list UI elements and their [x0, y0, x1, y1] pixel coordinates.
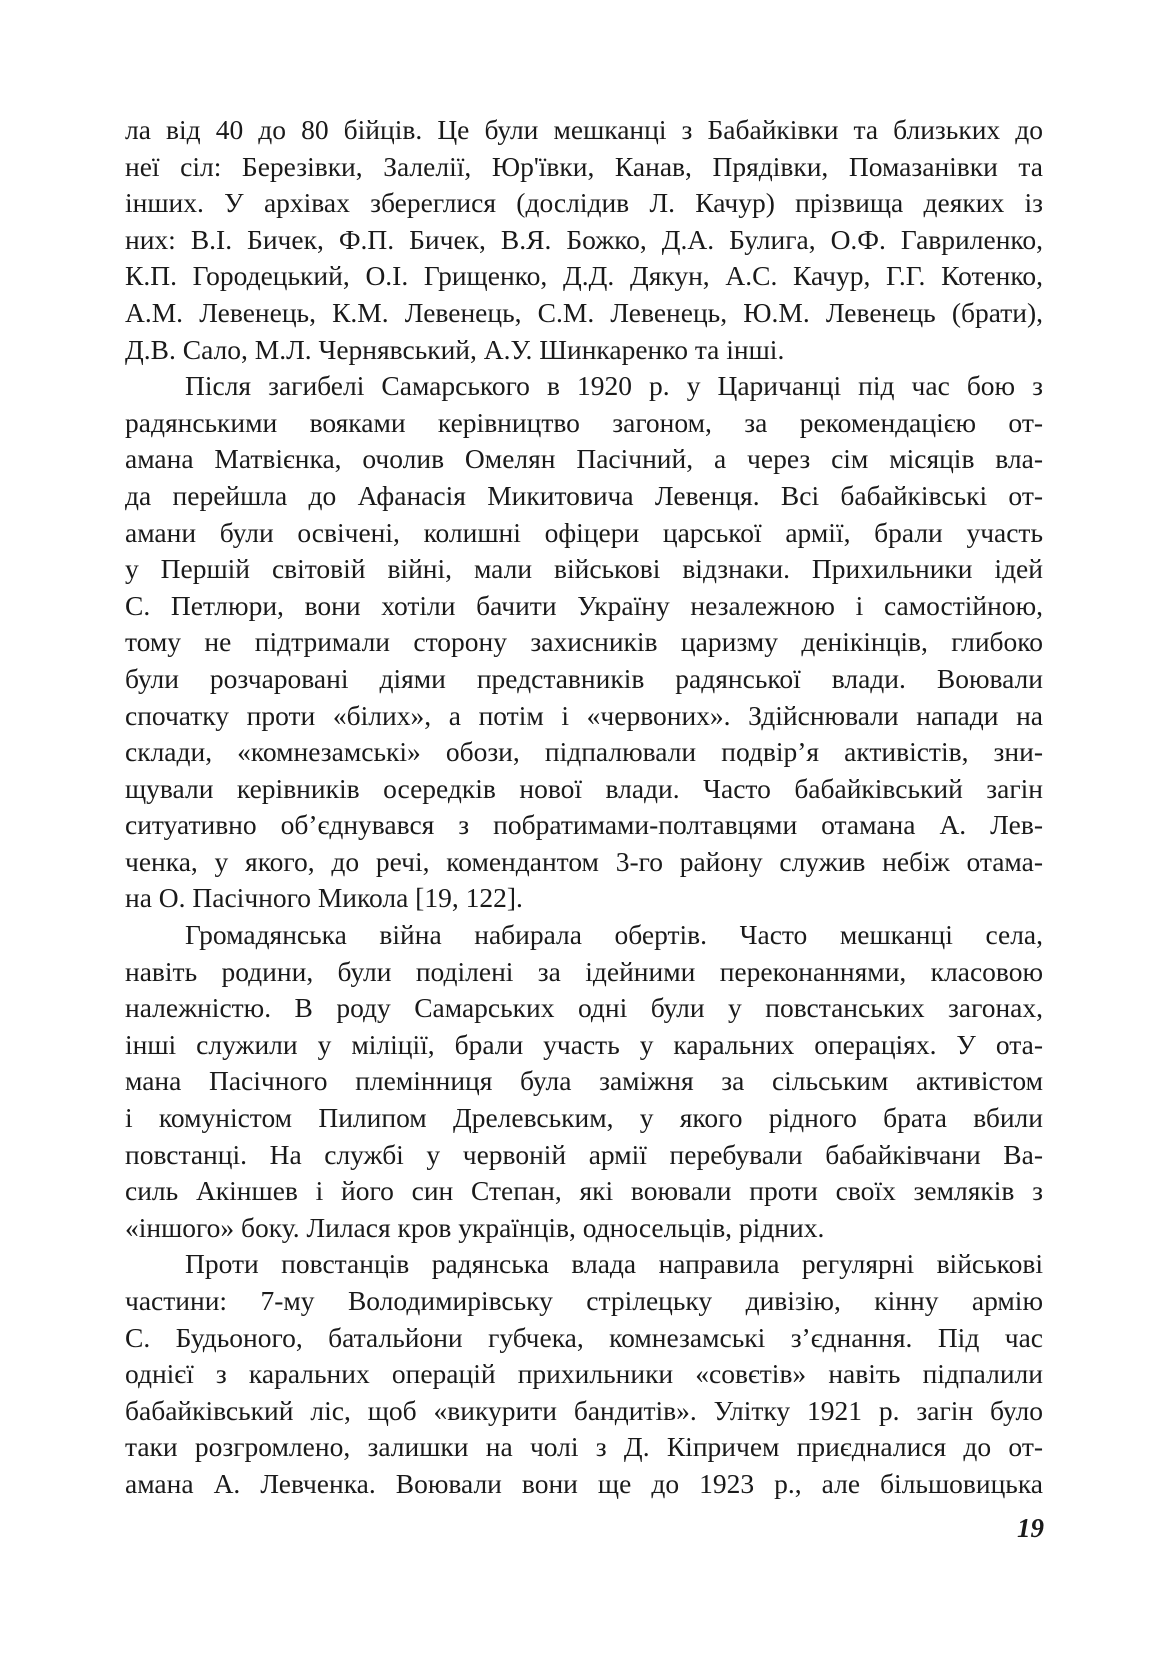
- text-line: Після загибелі Самарського в 1920 р. у Царичанці під час бою з: [185, 370, 1043, 402]
- text-line: Проти повстанців радянська влада направила регулярні військові: [185, 1248, 1043, 1280]
- paragraph: [125, 112, 1043, 368]
- text-line: на О. Пасічного Микола [19, 122].: [125, 882, 523, 914]
- text-line: частини: 7-му Володимирівську стрілецьку дивізію, кінну армію: [125, 1285, 1043, 1316]
- text-line: амана А. Левченка. Воювали вони ще до 1923 р., але більшовицька: [125, 1467, 1043, 1499]
- text-line: Громадянська війна набирала обертів. Часто мешканці села,: [185, 919, 1043, 951]
- text-line: ситуативно об’єднувався з побратимами-полтавцями отамана А. Лев-: [125, 809, 1043, 841]
- text-line: С. Будьоного, батальйони губчека, комнезамські з’єднання. Під час: [125, 1321, 1043, 1353]
- text-line: навіть родини, були поділені за ідейними переконаннями, класовою: [125, 955, 1043, 987]
- text-line: щували керівників осередків нової влади. Часто бабайківський загін: [125, 772, 1043, 804]
- text-line: ченка, у якого, до речі, комендантом 3-го району служив небіж отама-: [125, 845, 1043, 877]
- text-line: повстанці. На службі у червоній армії перебували бабайківчани Ва-: [125, 1138, 1043, 1170]
- text-line: да перейшла до Афанасія Микитовича Левенця. Всі бабайківські от-: [125, 479, 1043, 511]
- text-line: були розчаровані діями представників радянської влади. Воювали: [125, 662, 1043, 694]
- text-line: неї сіл: Березівки, Залелії, Юр'ївки, Канав, Прядівки, Помазанівки та: [125, 150, 1043, 182]
- text-line: радянськими вояками керівництво загоном, за рекомендацією от-: [125, 406, 1043, 438]
- text-line: таки розгромлено, залишки на чолі з Д. Кіпричем приєдналися до от-: [125, 1431, 1043, 1463]
- text-line: і комуністом Пилипом Дрелевським, у якого рідного брата вбили: [125, 1102, 1043, 1134]
- text-line: тому не підтримали сторону захисників царизму денікінців, глибоко: [125, 626, 1043, 658]
- paragraph: [125, 917, 1043, 1246]
- body-text: [125, 112, 1043, 1503]
- text-line: силь Акіншев і його син Степан, які воювали проти своїх земляків з: [125, 1175, 1043, 1207]
- text-line: амана Матвієнка, очолив Омелян Пасічний, а через сім місяців вла-: [125, 443, 1043, 475]
- text-line: С. Петлюри, вони хотіли бачити Україну незалежною і самостійною,: [125, 589, 1043, 621]
- text-line: склади, «комнезамські» обози, підпалювали подвір’я активістів, зни-: [125, 736, 1043, 768]
- text-line: однієї з каральних операцій прихильники «совєтів» навіть підпалили: [125, 1358, 1043, 1390]
- text-line: у Першій світовій війні, мали військові відзнаки. Прихильники ідей: [125, 553, 1043, 585]
- text-line: бабайківський ліс, щоб «викурити бандитів». Улітку 1921 р. загін було: [125, 1394, 1043, 1426]
- text-line: належністю. В роду Самарських одні були у повстанських загонах,: [125, 992, 1043, 1024]
- text-line: ла від 40 до 80 бійців. Це були мешканці з Бабайківки та близьких до: [125, 114, 1043, 145]
- text-line: інших. У архівах збереглися (дослідив Л. Качур) прізвища деяких із: [125, 187, 1043, 219]
- text-line: амани були освічені, колишні офіцери царської армії, брали участь: [125, 516, 1043, 548]
- text-line: мана Пасічного племінниця була заміжня за сільським активістом: [125, 1065, 1043, 1097]
- text-line: К.П. Городецький, О.І. Грищенко, Д.Д. Дякун, А.С. Качур, Г.Г. Котенко,: [125, 260, 1043, 292]
- text-line: спочатку проти «білих», а потім і «червоних». Здійснювали напади на: [125, 699, 1043, 731]
- text-line: інші служили у міліції, брали участь у каральних операціях. У ота-: [125, 1028, 1043, 1060]
- page-number: 19: [1017, 1513, 1044, 1543]
- paragraph: [125, 1246, 1043, 1502]
- text-line: А.М. Левенець, К.М. Левенець, С.М. Левенець, Ю.М. Левенець (брати),: [125, 296, 1043, 328]
- text-line: Д.В. Сало, М.Л. Чернявський, А.У. Шинкаренко та інші.: [125, 333, 785, 365]
- paragraph: [125, 368, 1043, 917]
- text-line: «іншого» боку. Лилася кров українців, односельців, рідних.: [125, 1211, 825, 1243]
- text-line: них: В.І. Бичек, Ф.П. Бичек, В.Я. Божко, Д.А. Булига, О.Ф. Гавриленко,: [125, 223, 1043, 255]
